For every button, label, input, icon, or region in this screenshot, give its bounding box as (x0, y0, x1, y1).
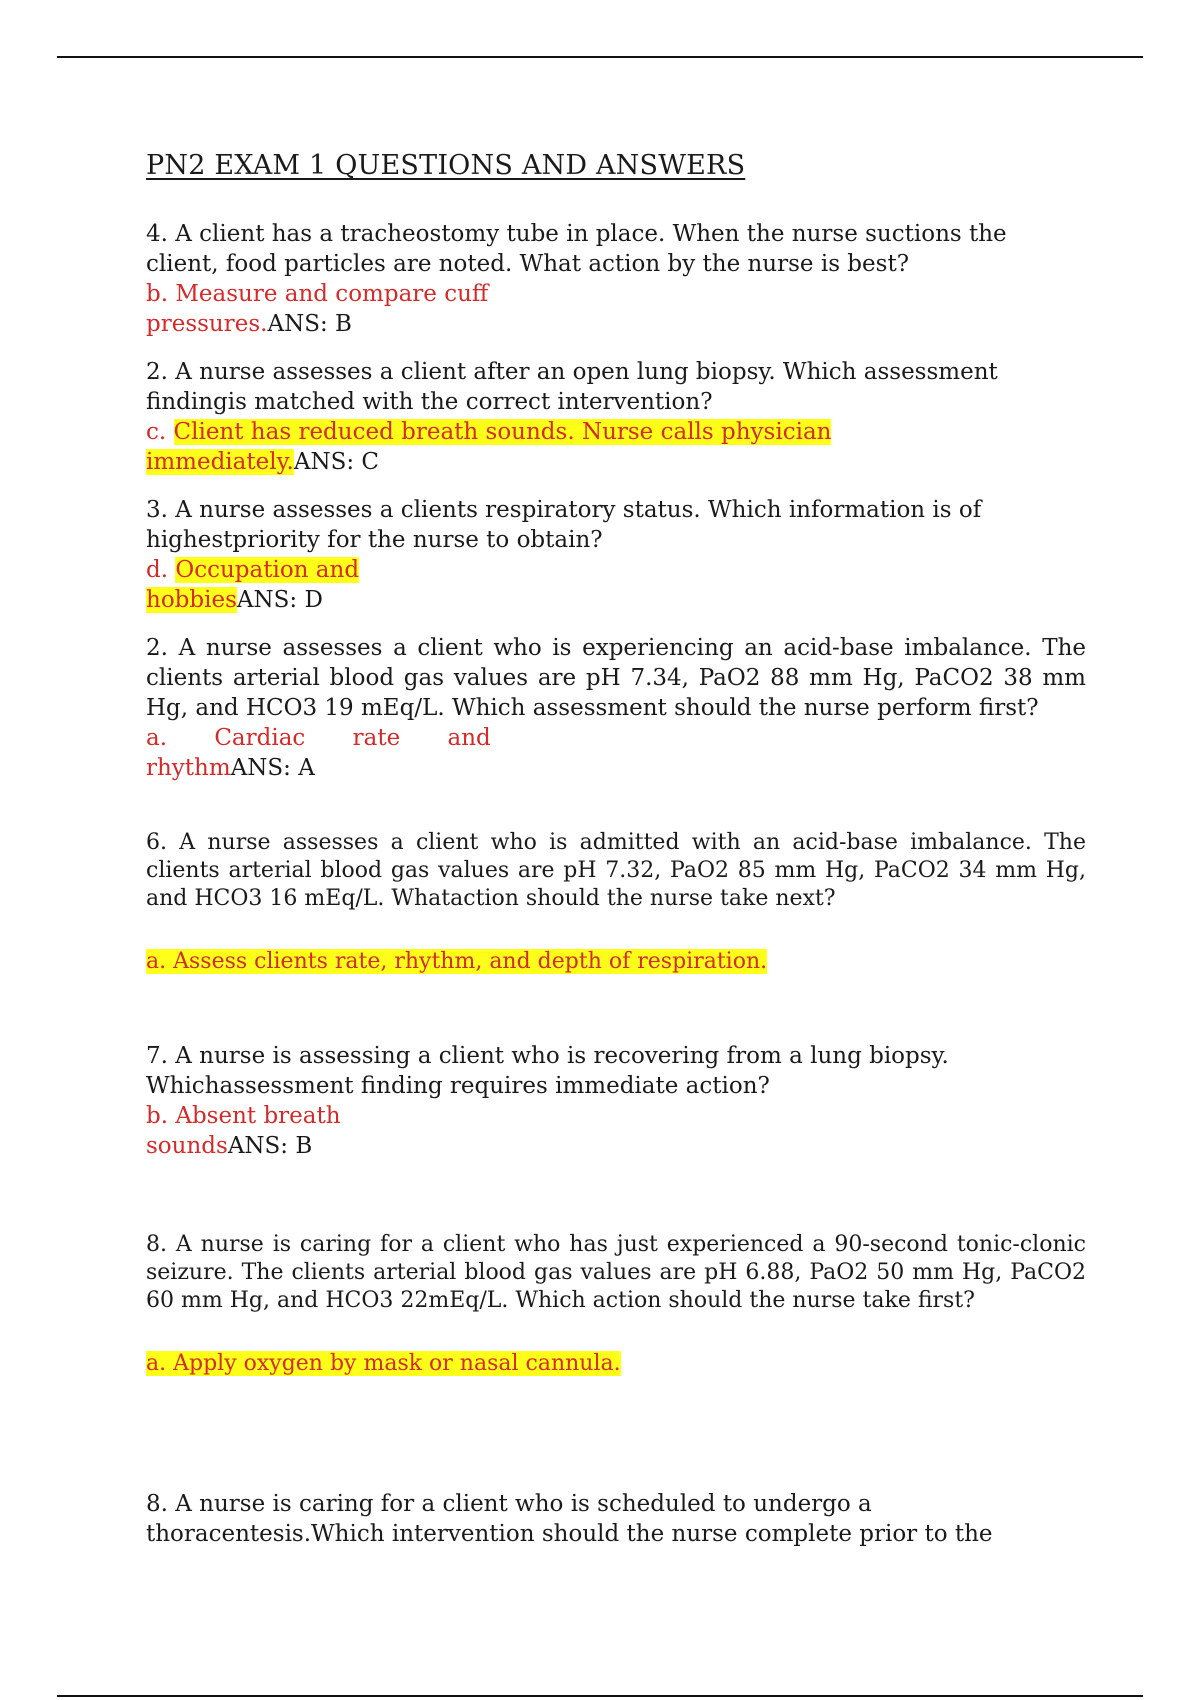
answer-text-cont: pressures.ANS: B (146, 311, 352, 337)
ans-label: ANS: B (227, 1133, 313, 1159)
question-block-1 (146, 219, 1086, 339)
ans-label: ANS: D (236, 587, 323, 613)
question-text: 4. A client has a tracheostomy tube in place. When the nurse suctions the client, food particles are noted. What action by the nurse is best? (146, 221, 1007, 277)
answer-text-cont: soundsANS: B (146, 1133, 313, 1159)
highlighted-answer: a. Apply oxygen by mask or nasal cannula. (146, 1351, 621, 1376)
question-block-8 (146, 1489, 1086, 1549)
highlighted-answer: a. Assess clients rate, rhythm, and depth of respiration. (146, 949, 768, 974)
question-block-6 (146, 1041, 1086, 1161)
question-text: 3. A nurse assesses a clients respiratory status. Which information is of highestpriority for the nurse to obtain? (146, 497, 982, 553)
answer-text: a. Cardiac rate and (146, 725, 491, 751)
answer-text: b. Absent breath (146, 1103, 341, 1129)
question-block-2 (146, 357, 1086, 477)
ans-label: ANS: A (230, 755, 315, 781)
question-text: 8. A nurse is caring for a client who has just experienced a 90-second tonic-clonic seizure. The clients arterial blood gas values are pH 6.88, PaO2 50 mm Hg, PaCO2 60 mm Hg, and HCO3 22mEq/L. Which action should the nurse take first? (146, 1232, 1086, 1313)
answer-text: d. Occupation and (146, 557, 360, 583)
bottom-rule (57, 1695, 1143, 1697)
answer-text-cont: immediately.ANS: C (146, 449, 379, 475)
answer-text-cont: rhythmANS: A (146, 755, 315, 781)
question-text: 7. A nurse is assessing a client who is recovering from a lung biopsy. Whichassessment finding requires immediate action? (146, 1043, 949, 1099)
answer-text: b. Measure and compare cuff (146, 281, 489, 307)
question-text: 2. A nurse assesses a client who is experiencing an acid-base imbalance. The clients arterial blood gas values are pH 7.34, PaO2 88 mm Hg, PaCO2 38 mm Hg, and HCO3 19 mEq/L. Which assessment should the nurse perform first? (146, 635, 1086, 721)
question-block-7 (146, 1231, 1086, 1379)
question-block-4 (146, 633, 1086, 783)
page-title: PN2 EXAM 1 QUESTIONS AND ANSWERS (146, 150, 746, 181)
question-text: 2. A nurse assesses a client after an open lung biopsy. Which assessment findingis matched with the correct intervention? (146, 359, 998, 415)
top-rule (57, 56, 1143, 58)
answer-text: c. Client has reduced breath sounds. Nurse calls physician (146, 419, 832, 445)
ans-label: ANS: C (293, 449, 379, 475)
answer-text (146, 1349, 1086, 1379)
question-text: 8. A nurse is caring for a client who is scheduled to undergo a thoracentesis.Which intervention should the nurse complete prior to the (146, 1491, 993, 1547)
answer-text-cont: hobbiesANS: D (146, 587, 323, 613)
document-body (146, 150, 1086, 1567)
question-block-5 (146, 829, 1086, 977)
answer-text (146, 947, 1086, 977)
ans-label: ANS: B (267, 311, 352, 337)
highlighted-answer: Client has reduced breath sounds. Nurse calls physician (173, 419, 832, 445)
question-block-3 (146, 495, 1086, 615)
highlighted-answer: Occupation and (175, 557, 360, 583)
question-text: 6. A nurse assesses a client who is admitted with an acid-base imbalance. The clients arterial blood gas values are pH 7.32, PaO2 85 mm Hg, PaCO2 34 mm Hg, and HCO3 16 mEq/L. Whataction should the nurse take next? (146, 830, 1086, 911)
